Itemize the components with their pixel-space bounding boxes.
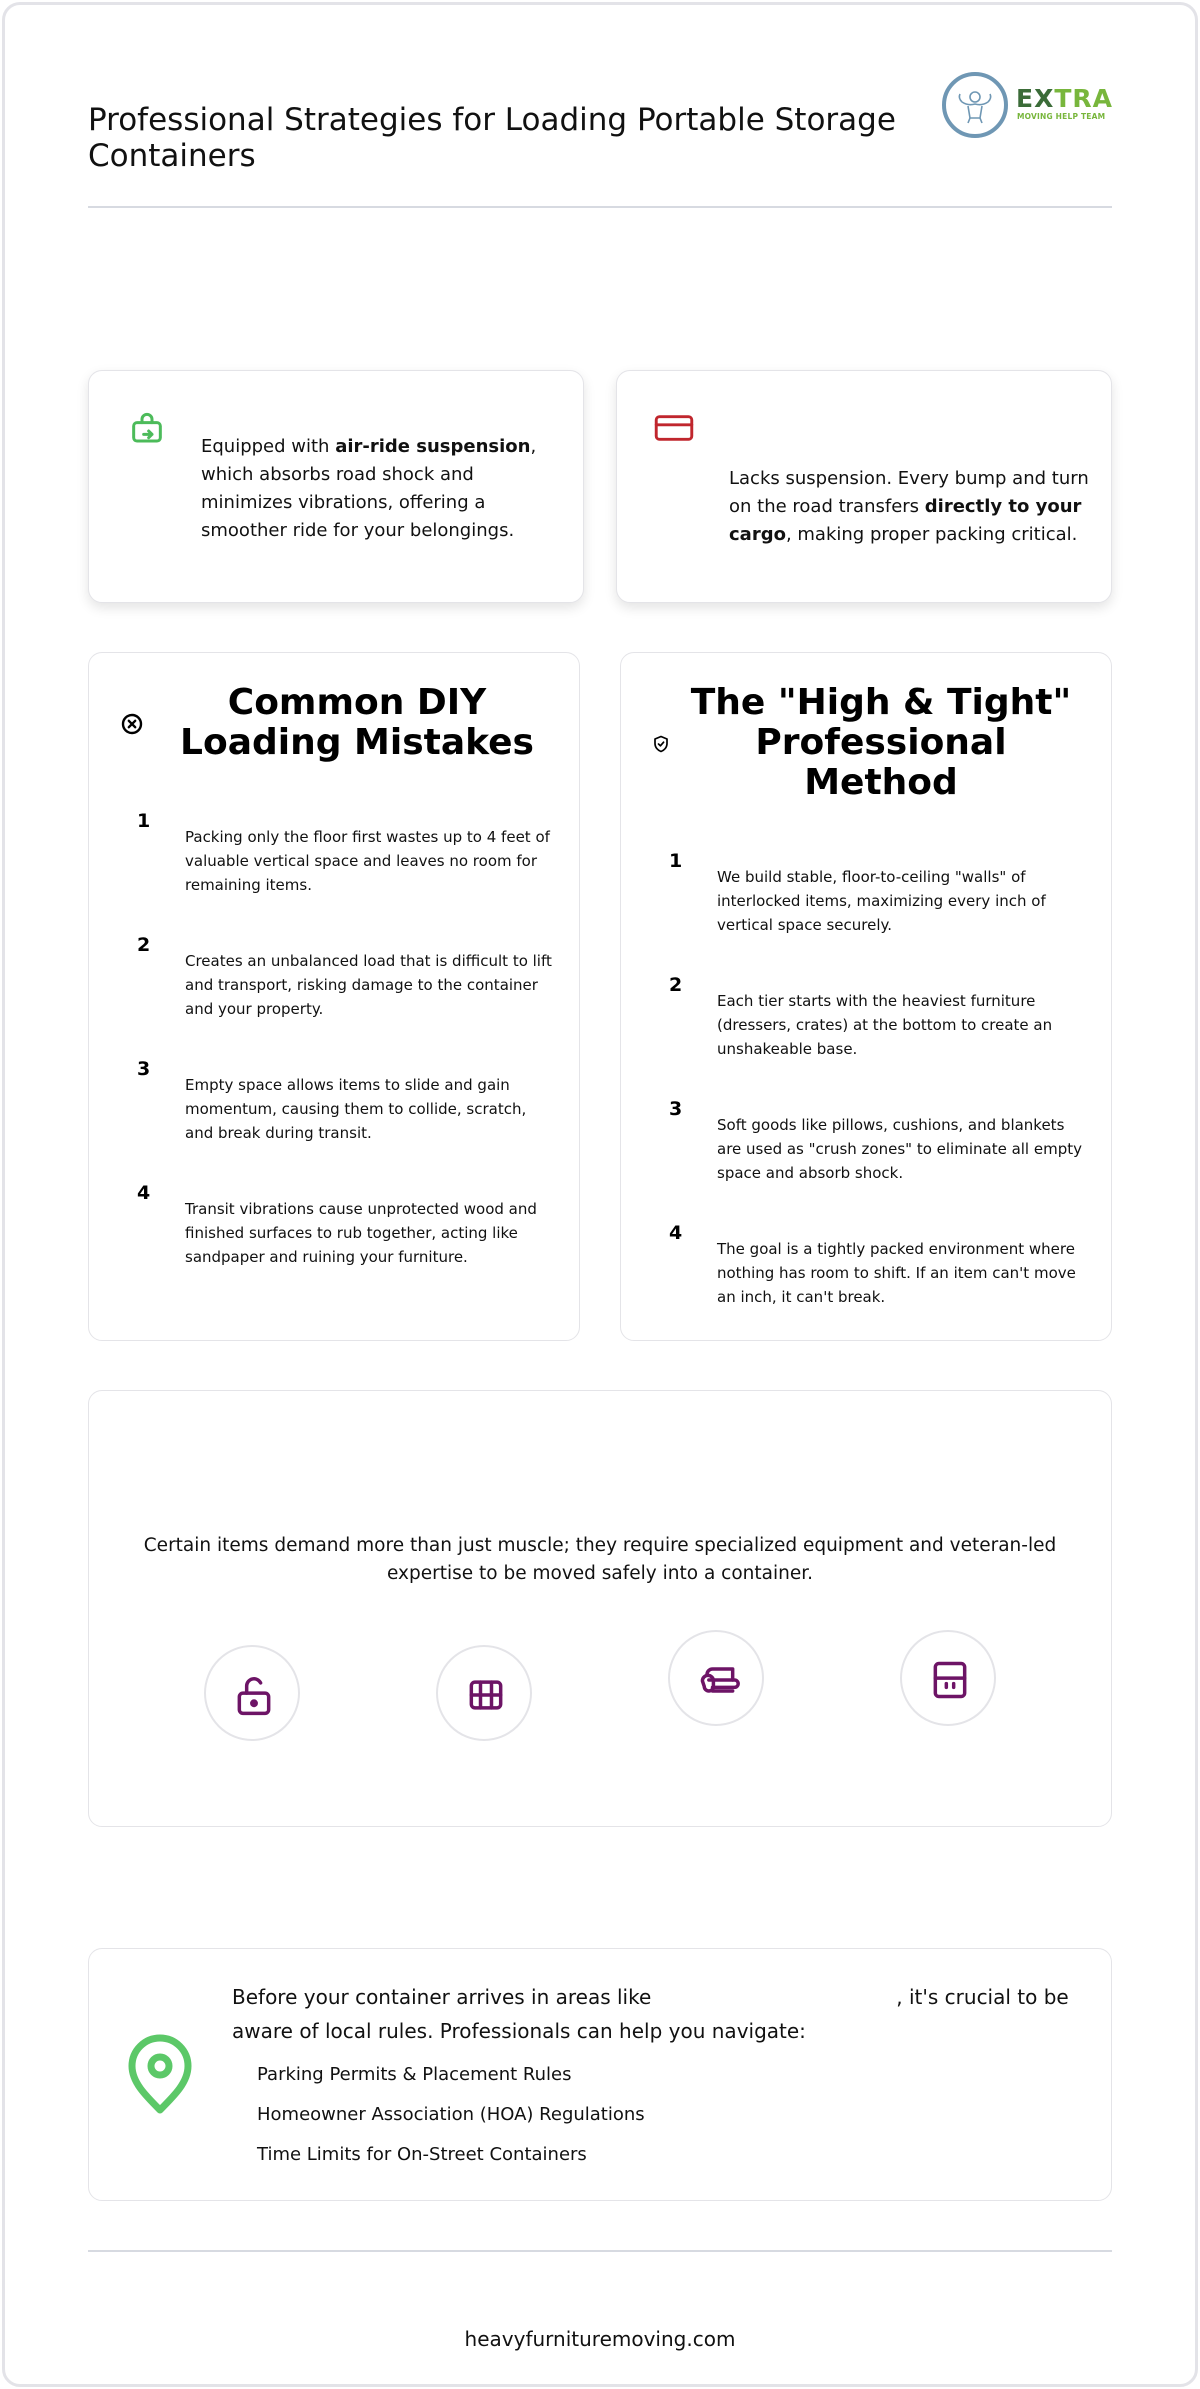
no-suspension-text: Lacks suspension. Every bump and turn on the road transfers directly to your cargo, making proper packing critical.: [729, 468, 1089, 545]
diy-mistakes-card: [88, 652, 580, 1341]
mistake-number: 3: [137, 1058, 151, 1080]
mistake-text: Creates an unbalanced load that is difficult to lift and transport, risking damage to the container and your property.: [185, 952, 552, 1018]
local-rules-intro: Before your container arrives in areas like , it's crucial to be aware of local rules. Professionals can help you navigate:: [232, 1985, 1069, 2043]
no-suspension-card: [616, 370, 1112, 603]
truck-refresh-icon: [127, 411, 167, 455]
footer-site-link[interactable]: heavyfurnituremoving.com: [464, 2327, 736, 2351]
piano-icon: [436, 1645, 532, 1741]
mistake-number: 4: [137, 1182, 151, 1204]
credit-card-icon: [653, 411, 695, 449]
logo-mascot-icon: [942, 72, 1008, 138]
method-title: The "High & Tight" Professional Method: [690, 682, 1072, 803]
method-text: Each tier starts with the heaviest furniture (dressers, crates) at the bottom to create an unshakeable base.: [717, 992, 1053, 1058]
cabinet-icon: [900, 1630, 996, 1726]
brand-logo[interactable]: [940, 70, 1114, 142]
method-number: 3: [669, 1098, 683, 1120]
method-number: 4: [669, 1222, 683, 1244]
air-ride-text: Equipped with air-ride suspension, which absorbs road shock and minimizes vibrations, offering a smoother ride for your belongings.: [201, 436, 537, 541]
mistake-number: 1: [137, 810, 151, 832]
local-rule-item: Parking Permits & Placement Rules: [257, 2064, 572, 2085]
logo-tagline: MOVING HELP TEAM: [1017, 112, 1106, 121]
unlock-icon: [204, 1645, 300, 1741]
header-divider: [88, 206, 1112, 208]
method-text: Soft goods like pillows, cushions, and blankets are used as "crush zones" to eliminate all empty space and absorb shock.: [717, 1116, 1082, 1182]
x-circle-icon: [121, 713, 143, 739]
air-ride-card: [88, 370, 584, 603]
mistakes-title: Common DIY Loading Mistakes: [180, 682, 534, 763]
sofa-icon: [668, 1630, 764, 1726]
method-number: 1: [669, 850, 683, 872]
shield-check-icon: [653, 735, 669, 757]
mistake-text: Packing only the floor first wastes up to 4 feet of valuable vertical space and leaves no room for remaining items.: [185, 828, 550, 894]
specialty-text: Certain items demand more than just muscle; they require specialized equipment and veteran-led expertise to be moved safely into a container.: [143, 1535, 1057, 1584]
mistake-text: Empty space allows items to slide and gain momentum, causing them to collide, scratch, and break during transit.: [185, 1076, 527, 1142]
mistake-number: 2: [137, 934, 151, 956]
method-number: 2: [669, 974, 683, 996]
specialty-items-card: [88, 1390, 1112, 1827]
local-rule-item: Time Limits for On-Street Containers: [257, 2144, 587, 2165]
footer-divider: [88, 2250, 1112, 2252]
method-text: We build stable, floor-to-ceiling "walls" of interlocked items, maximizing every inch of vertical space securely.: [717, 868, 1046, 934]
page-title: Professional Strategies for Loading Portable Storage Containers: [88, 102, 896, 174]
mistake-text: Transit vibrations cause unprotected wood and finished surfaces to rub together, acting like sandpaper and ruining your furniture.: [185, 1200, 537, 1266]
local-rule-item: Homeowner Association (HOA) Regulations: [257, 2104, 645, 2125]
high-tight-method-card: [620, 652, 1112, 1341]
map-pin-icon: [125, 2033, 195, 2119]
method-text: The goal is a tightly packed environment where nothing has room to shift. If an item can't move an inch, it can't break.: [717, 1240, 1076, 1306]
logo-wordmark: EXTRA: [1016, 84, 1114, 113]
